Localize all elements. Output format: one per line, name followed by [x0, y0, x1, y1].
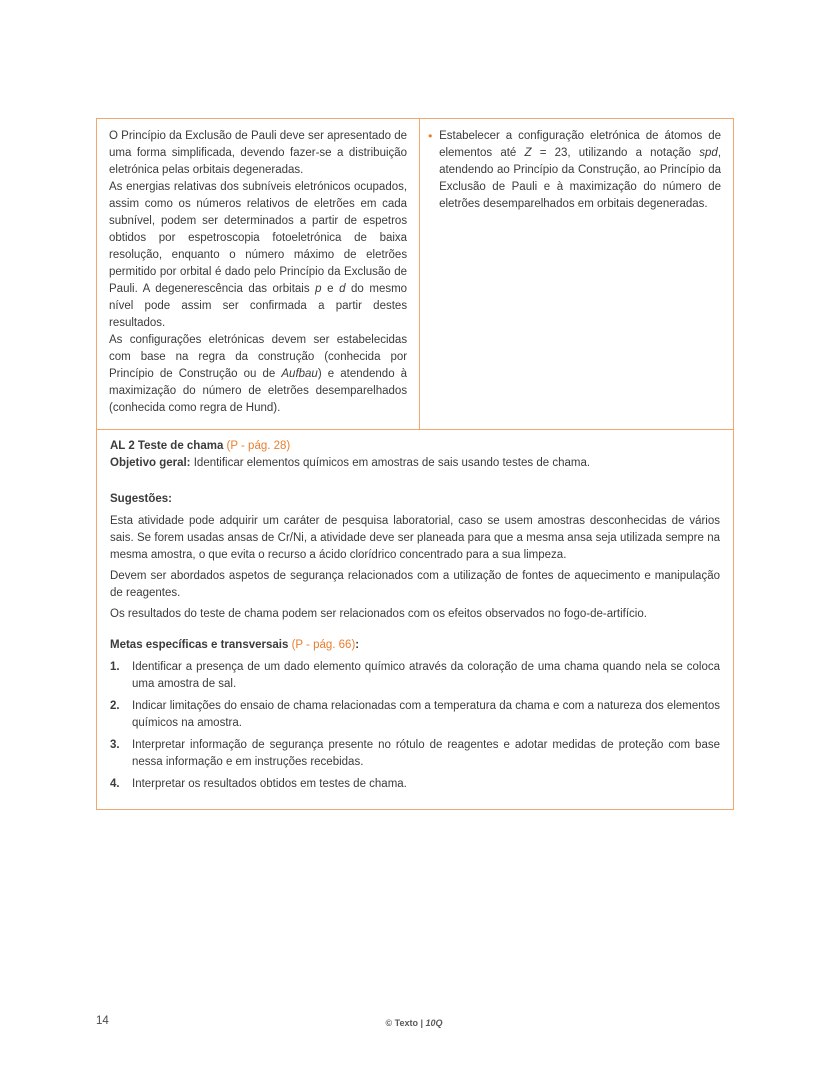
page-number: 14 [96, 1015, 109, 1027]
list-number: 4. [110, 778, 120, 790]
activity-section [97, 429, 733, 809]
activity-title: AL 2 Teste de chama (P - pág. 28) [110, 440, 291, 452]
bullet-icon: • [428, 129, 433, 143]
list-item [110, 737, 720, 771]
notes-paragraph: As energias relativas dos subníveis eletrónicos ocupados, assim como os números relativos de eletrões em cada subnível, podem ser determinados a partir de espetros obtidos por espetroscopia fotoeletrónica de baixa resolução, enquanto o número máximo de eletrões permitido por orbital é dado pelo Princípio da Exclusão de Pauli. A degenerescência das orbitais p e d do mesmo nível pode assim ser confirmada a partir destes resultados. [109, 181, 408, 329]
curriculum-table [96, 118, 734, 810]
list-number: 2. [110, 700, 120, 712]
goals-column [420, 119, 733, 429]
publisher-credit: © Texto | 10Q [385, 1018, 443, 1028]
list-number: 3. [110, 739, 120, 751]
list-item [110, 776, 720, 793]
suggestion-paragraph: Os resultados do teste de chama podem ser relacionados com os efeitos observados no fogo-de-artifício. [110, 608, 647, 620]
suggestions-heading: Sugestões: [110, 493, 172, 505]
suggestion-paragraph: Esta atividade pode adquirir um caráter de pesquisa laboratorial, caso se usem amostras desconhecidas de vários sais. Se forem usadas ansas de Cr/Ni, a atividade deve ser planeada para que a mesma ansa seja utilizada sempre na mesma amostra, o que evita o recurso a ácido clorídrico concentrado para a sua limpeza. [110, 515, 720, 561]
notes-paragraph: As configurações eletrónicas devem ser estabelecidas com base na regra da construção (conhecida por Princípio de Construção ou de Aufbau) e atendendo à maximização do número de eletrões desemparelhados (conhecida como regra de Hund). [109, 334, 408, 414]
goal-bullet-item [428, 128, 721, 213]
notes-paragraph: O Princípio da Exclusão de Pauli deve ser apresentado de uma forma simplificada, devendo fazer-se a distribuição eletrónica pelas orbitais degeneradas. [109, 130, 408, 176]
notes-column [97, 119, 420, 429]
list-item-text: Interpretar os resultados obtidos em testes de chama. [132, 778, 407, 790]
list-item-text: Identificar a presença de um dado elemento químico através da coloração de uma chama quando nela se coloca uma amostra de sal. [132, 661, 720, 690]
goal-text: Estabelecer a configuração eletrónica de átomos de elementos até Z = 23, utilizando a notação spd, atendendo ao Princípio da Construção, ao Princípio da Exclusão de Pauli e à maximização do número de eletrões desemparelhados em orbitais degeneradas. [439, 130, 722, 210]
list-number: 1. [110, 661, 120, 673]
list-item-text: Indicar limitações do ensaio de chama relacionadas com a temperatura da chama e com a natureza dos elementos químicos na amostra. [132, 700, 720, 729]
activity-objective: Objetivo geral: Identificar elementos químicos em amostras de sais usando testes de chama. [110, 457, 591, 469]
metas-heading: Metas específicas e transversais (P - pág. 66): [110, 639, 360, 651]
list-item [110, 698, 720, 732]
suggestion-paragraph: Devem ser abordados aspetos de segurança relacionados com a utilização de fontes de aquecimento e manipulação de reagentes. [110, 570, 720, 599]
list-item [110, 659, 720, 693]
table-top-row [97, 119, 733, 429]
list-item-text: Interpretar informação de segurança presente no rótulo de reagentes e adotar medidas de proteção com base nessa informação e em instruções recebidas. [132, 739, 720, 768]
